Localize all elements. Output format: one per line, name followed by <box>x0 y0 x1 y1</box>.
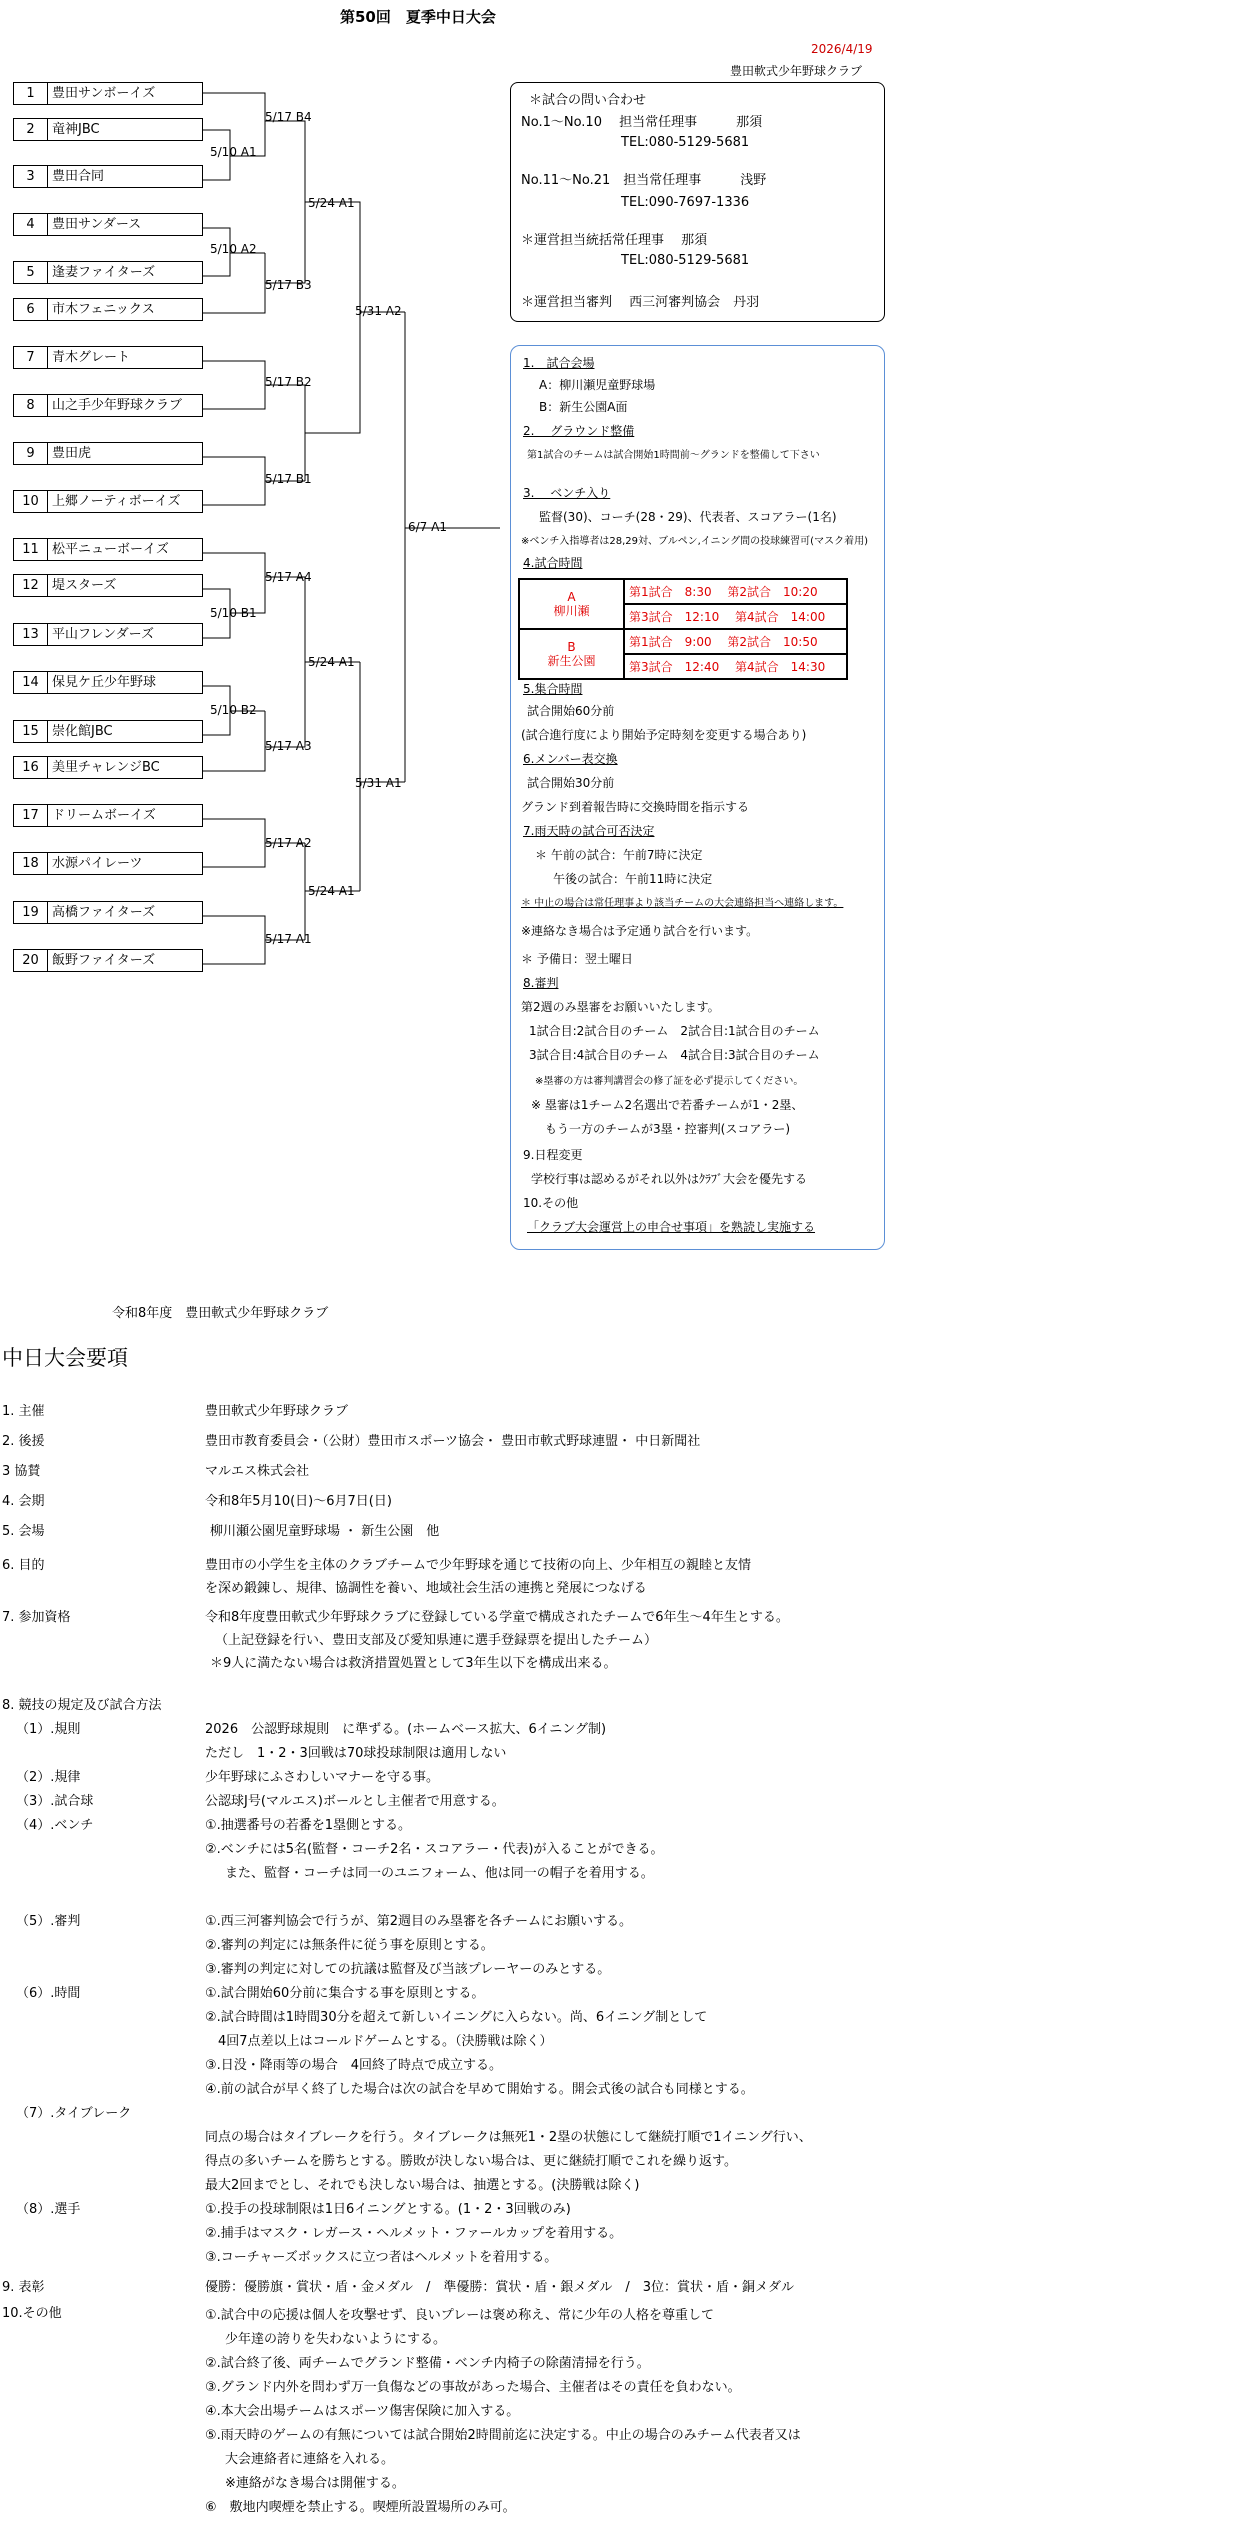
item-value: 少年達の誇りを失わないようにする。 <box>225 2332 447 2347</box>
bracket-line <box>203 93 265 121</box>
item-value: ①.試合中の応援は個人を攻撃せず、良いプレーは褒め称え、常に少年の人格を尊重して <box>205 2308 715 2323</box>
item-value: 豊田市教育委員会・（公財）豊田市スポーツ協会・ 豊田市軟式野球連盟・ 中日新聞社 <box>205 1434 701 1449</box>
rule-heading: 5.集合時間 <box>523 682 583 696</box>
sub-value: ②.ベンチには5名(監督・コーチ2名・スコアラー・代表)が入ることができる。 <box>205 1842 664 1857</box>
rule-text: 午後の試合：午前11時に決定 <box>553 872 713 886</box>
team-number: 8 <box>14 395 48 416</box>
team-number: 17 <box>14 805 48 826</box>
sub-value: ④.前の試合が早く終了した場合は次の試合を早めて開始する。開会式後の試合も同様とする。 <box>205 2082 754 2097</box>
rule-text: 第2週のみ塁審をお願いいたします。 <box>521 1000 720 1014</box>
sub-value: ②.捕手はマスク・レガース・ヘルメット・ファールカップを着用する。 <box>205 2226 623 2241</box>
item-value: 優勝：優勝旗・賞状・盾・金メダル / 準優勝：賞状・盾・銀メダル / 3位：賞状・盾・銅メダル <box>205 2280 795 2295</box>
bracket-line <box>305 312 360 433</box>
bracket-line <box>203 385 265 409</box>
match-label: 5/10 A1 <box>210 145 257 159</box>
item-key: 4. 会期 <box>2 1494 45 1509</box>
schedule-row: 第1試合 9:00 第2試合 10:50 <box>624 629 847 654</box>
schedule-row: 第3試合 12:10 第4試合 14:00 <box>624 604 847 629</box>
rule-text: ＊ 予備日：翌土曜日 <box>521 952 633 966</box>
sub-value: 最大2回までとし、それでも決しない場合は、抽選とする。(決勝戦は除く) <box>205 2178 640 2193</box>
sub-key: （1）.規則 <box>16 1722 81 1737</box>
match-label: 5/24 A1 <box>308 655 355 669</box>
match-label: 5/10 B2 <box>210 703 257 717</box>
rule-text: ＊ 中止の場合は常任理事より該当チームの大会連絡担当へ連絡します。 <box>521 898 844 909</box>
rule-text: ＊ 午前の試合：午前7時に決定 <box>535 848 703 862</box>
match-label: 5/10 A2 <box>210 242 257 256</box>
sub-key: （7）.タイブレーク <box>16 2106 132 2121</box>
rule-text: ※ベンチ入指導者は28,29対、ブルペン,イニング間の投球練習可(マスク着用) <box>521 536 868 547</box>
item-value: ⑥ 敷地内喫煙を禁止する。喫煙所設置場所のみ可。 <box>205 2500 516 2515</box>
team-number: 2 <box>14 119 48 140</box>
item-value: ⑤.雨天時のゲームの有無については試合開始2時間前迄に決定する。中止の場合のみチーム代表者又は <box>205 2428 801 2443</box>
item-value: を深め鍛錬し、規律、協調性を養い、地域社会生活の連携と発展につなげる <box>205 1581 647 1596</box>
team-name: 美里チャレンジBC <box>52 760 160 775</box>
item-value: ※連絡がなき場合は開催する。 <box>225 2476 405 2491</box>
team-number: 18 <box>14 853 48 874</box>
item-value: ＊9人に満たない場合は救済措置処置として3年生以下を構成出来る。 <box>210 1656 617 1671</box>
sub-value: ①.試合開始60分前に集合する事を原則とする。 <box>205 1986 485 2001</box>
team-name: 山之手少年野球クラブ <box>52 398 183 413</box>
match-label: 5/17 A3 <box>265 739 312 753</box>
bracket-line <box>265 577 360 662</box>
sub-key: （2）.規律 <box>16 1770 81 1785</box>
team-name: 保見ケ丘少年野球 <box>52 675 157 690</box>
venue-b: B 新生公園 <box>519 629 624 679</box>
sub-key: （3）.試合球 <box>16 1794 94 1809</box>
item-key: 6. 目的 <box>2 1558 45 1573</box>
match-label: 5/17 A2 <box>265 836 312 850</box>
rule-heading: 6.メンバー表交換 <box>523 752 618 766</box>
inquiry-contact: ＊運営担当統括常任理事 那須 <box>521 233 708 248</box>
sub-value: ①.西三河審判協会で行うが、第2週目のみ塁審を各チームにお願いする。 <box>205 1914 633 1929</box>
sub-key: （6）.時間 <box>16 1986 81 2001</box>
rule-text: 監督(30)、コーチ(28・29)、代表者、スコアラー(1名) <box>539 510 837 524</box>
item-key: 7. 参加資格 <box>2 1610 71 1625</box>
team-name: 豊田サンボーイズ <box>52 86 156 101</box>
date: 2026/4/19 <box>811 42 873 56</box>
inquiry-tel: TEL:080-5129-5681 <box>621 135 750 150</box>
match-label: 5/31 A2 <box>355 304 402 318</box>
rule-heading: 10.その他 <box>523 1196 579 1210</box>
sub-value: ①.抽選番号の若番を1塁側とする。 <box>205 1818 412 1833</box>
team-number: 9 <box>14 443 48 464</box>
item-key: 10.その他 <box>2 2306 62 2321</box>
inquiry-referee: ＊運営担当審判 西三河審判協会 丹羽 <box>521 295 760 310</box>
team-name: 豊田虎 <box>52 446 92 461</box>
rule-heading: 8.審判 <box>523 976 559 990</box>
schedule-table <box>518 578 848 680</box>
sub-value: ③.日没・降雨等の場合 4回終了時点で成立する。 <box>205 2058 503 2073</box>
rule-text: ※連絡なき場合は予定通り試合を行います。 <box>521 924 759 938</box>
item-key: 8. 競技の規定及び試合方法 <box>2 1698 162 1713</box>
sub-value: ③.コーチャーズボックスに立つ者はヘルメットを着用する。 <box>205 2250 558 2265</box>
item-key: 5. 会場 <box>2 1524 45 1539</box>
team-name: 青木グレート <box>52 350 131 365</box>
match-label: 6/7 A1 <box>408 520 447 534</box>
sub-value: 得点の多いチームを勝ちとする。勝敗が決しない場合は、更に継続打順でこれを繰り返す。 <box>205 2154 737 2169</box>
team-name: 松平ニューボーイズ <box>52 542 169 557</box>
team-name: 水源パイレーツ <box>52 856 143 871</box>
team-name: ドリームボーイズ <box>52 808 156 823</box>
match-label: 5/17 B4 <box>265 110 312 124</box>
rule-text: ※ 塁審は1チーム2名選出で若番チームが1・2塁、 <box>531 1098 804 1112</box>
rule-text: 3試合目:4試合目のチーム 4試合目:3試合目のチーム <box>529 1048 820 1062</box>
sub-value: 公認球J号(マルエス)ボールとし主催者で用意する。 <box>205 1794 505 1809</box>
bracket-line <box>405 312 500 528</box>
team-name: 竜神JBC <box>52 122 100 137</box>
item-value: 令和8年5月10(日)～6月7日(日) <box>205 1494 392 1509</box>
inquiry-tel: TEL:090-7697-1336 <box>621 195 750 210</box>
rule-text: 「クラブ大会運営上の申合せ事項」を熟読し実施する <box>527 1220 816 1234</box>
team-number: 15 <box>14 721 48 742</box>
rule-text: (試合進行度により開始予定時刻を変更する場合あり) <box>521 728 807 742</box>
rule-heading: 3. ベンチ入り <box>523 486 611 500</box>
team-name: 上郷ノーティボーイズ <box>52 494 181 509</box>
team-number: 4 <box>14 214 48 235</box>
item-value: ④.本大会出場チームはスポーツ傷害保険に加入する。 <box>205 2404 520 2419</box>
team-number: 3 <box>14 166 48 187</box>
inquiry-heading: ＊試合の問い合わせ <box>529 93 647 108</box>
team-number: 7 <box>14 347 48 368</box>
match-label: 5/17 A4 <box>265 570 312 584</box>
item-key: 2. 後援 <box>2 1434 45 1449</box>
bracket-line <box>265 202 305 283</box>
rule-text: 試合開始30分前 <box>527 776 615 790</box>
bracket-line <box>203 481 265 505</box>
sub-value: ②.審判の判定には無条件に従う事を原則とする。 <box>205 1938 494 1953</box>
match-label: 5/17 B3 <box>265 278 312 292</box>
match-label: 5/17 A1 <box>265 932 312 946</box>
item-key: 3 協賛 <box>2 1464 41 1479</box>
team-number: 6 <box>14 299 48 320</box>
inquiry-contact: No.1～No.10 担当常任理事 那須 <box>521 115 763 130</box>
team-number: 12 <box>14 575 48 596</box>
rule-heading: 4.試合時間 <box>523 556 583 570</box>
team-number: 16 <box>14 757 48 778</box>
item-value: （上記登録を行い、豊田支部及び愛知県連に選手登録票を提出したチーム） <box>215 1633 658 1648</box>
bracket-line <box>265 662 305 747</box>
team-number: 5 <box>14 262 48 283</box>
sub-value: 2026 公認野球規則 に準ずる。(ホームベース拡大、6イニング制) <box>205 1722 607 1737</box>
bracket-line <box>203 253 230 276</box>
rule-heading: 2. グラウンド整備 <box>523 424 635 438</box>
match-label: 5/31 A1 <box>355 776 402 790</box>
venue-a: A 柳川瀬 <box>519 579 624 629</box>
year-line: 令和8年度 豊田軟式少年野球クラブ <box>112 1306 329 1321</box>
team-name: 堤スターズ <box>52 578 117 593</box>
match-label: 5/17 B2 <box>265 375 312 389</box>
bracket-line <box>203 940 265 964</box>
team-number: 1 <box>14 83 48 104</box>
item-value: 令和8年度豊田軟式少年野球クラブに登録している学童で構成されたチームで6年生～4年生とする。 <box>205 1610 789 1625</box>
sub-value: ③.審判の判定に対しての抗議は監督及び当該プレーヤーのみとする。 <box>205 1962 611 1977</box>
item-value: 豊田軟式少年野球クラブ <box>205 1404 349 1419</box>
inquiry-tel: TEL:080-5129-5681 <box>621 253 750 268</box>
item-value: マルエス株式会社 <box>205 1464 310 1479</box>
team-number: 13 <box>14 624 48 645</box>
organizer: 豊田軟式少年野球クラブ <box>730 64 863 78</box>
team-name: 平山フレンダーズ <box>52 627 154 642</box>
page-title: 第50回 夏季中日大会 <box>340 8 496 26</box>
tournament-bracket <box>0 0 520 1000</box>
rule-text: B：新生公園A面 <box>539 400 628 414</box>
team-number: 10 <box>14 491 48 512</box>
rule-text: A：柳川瀬児童野球場 <box>539 378 656 392</box>
match-label: 5/17 B1 <box>265 472 312 486</box>
sub-key: （8）.選手 <box>16 2202 81 2217</box>
inquiry-contact: No.11～No.21 担当常任理事 浅野 <box>521 173 767 188</box>
team-number: 11 <box>14 539 48 560</box>
sub-value: 同点の場合はタイブレークを行う。タイブレークは無死1・2塁の状態にして継続打順で1イニング行い、 <box>205 2130 812 2145</box>
bracket-line <box>265 121 360 202</box>
rule-heading: 9.日程変更 <box>523 1148 583 1162</box>
match-label: 5/10 B1 <box>210 606 257 620</box>
bracket-line <box>305 202 405 312</box>
item-value: 柳川瀬公園児童野球場 ・ 新生公園 他 <box>210 1524 440 1539</box>
rule-text: 学校行事は認めるがそれ以外はｸﾗﾌﾞ大会を優先する <box>531 1172 808 1186</box>
bracket-line <box>203 711 265 771</box>
rule-heading: 1. 試合会場 <box>523 356 595 370</box>
team-name: 豊田合同 <box>52 169 105 184</box>
sub-value: ②.試合時間は1時間30分を超えて新しいイニングに入らない。尚、6イニング制として <box>205 2010 708 2025</box>
rule-text: 1試合目:2試合目のチーム 2試合目:1試合目のチーム <box>529 1024 820 1038</box>
team-number: 14 <box>14 672 48 693</box>
sub-value: 4回7点差以上はコールドゲームとする。（決勝戦は除く） <box>218 2034 553 2049</box>
team-name: 市木フェニックス <box>52 302 155 317</box>
team-name: 豊田サンダース <box>52 217 142 232</box>
sub-value: 少年野球にふさわしいマナーを守る事。 <box>205 1770 440 1785</box>
team-name: 崇化館JBC <box>52 724 113 739</box>
sub-value: また、監督・コーチは同一のユニフォーム、他は同一の帽子を着用する。 <box>225 1866 654 1881</box>
rule-heading: 7.雨天時の試合可否決定 <box>523 824 655 838</box>
team-name: 逢妻ファイターズ <box>52 265 156 280</box>
bracket-line <box>203 553 265 577</box>
bracket-line <box>203 843 265 867</box>
team-number: 19 <box>14 902 48 923</box>
team-name: 高橋ファイターズ <box>52 905 156 920</box>
doc-heading: 中日大会要項 <box>2 1346 128 1370</box>
inquiry-box <box>510 82 885 322</box>
sub-value: ①.投手の投球制限は1日6イニングとする。(1・2・3回戦のみ) <box>205 2202 571 2217</box>
item-value: 大会連絡者に連絡を入れる。 <box>225 2452 395 2467</box>
rule-text: もう一方のチームが3塁・控審判(スコアラー) <box>545 1122 790 1136</box>
bracket-line <box>360 662 405 782</box>
schedule-row: 第3試合 12:40 第4試合 14:30 <box>624 654 847 679</box>
match-label: 5/24 A1 <box>308 884 355 898</box>
item-key: 9. 表彰 <box>2 2280 45 2295</box>
match-label: 5/24 A1 <box>308 196 355 210</box>
team-number: 20 <box>14 950 48 971</box>
item-value: ②.試合終了後、両チームでグランド整備・ベンチ内椅子の除菌清掃を行う。 <box>205 2356 650 2371</box>
item-value: ③.グランド内外を問わず万一負傷などの事故があった場合、主催者はその責任を負わない。 <box>205 2380 741 2395</box>
bracket-line <box>203 253 265 313</box>
rule-text: グランド到着報告時に交換時間を指示する <box>521 800 750 814</box>
rule-text: ※塁審の方は審判講習会の修了証を必ず提示してください。 <box>535 1076 804 1087</box>
item-key: 1. 主催 <box>2 1404 45 1419</box>
schedule-row: 第1試合 8:30 第2試合 10:20 <box>624 579 847 604</box>
rule-text: 試合開始60分前 <box>527 704 615 718</box>
sub-key: （4）.ベンチ <box>16 1818 94 1833</box>
item-value: 豊田市の小学生を主体のクラブチームで少年野球を通じて技術の向上、少年相互の親睦と友情 <box>205 1558 752 1573</box>
sub-value: ただし 1・2・3回戦は70球投球制限は適用しない <box>205 1746 507 1761</box>
rules-box <box>510 345 885 1250</box>
sub-key: （5）.審判 <box>16 1914 81 1929</box>
rule-text: 第1試合のチームは試合開始1時間前～グランドを整備して下さい <box>527 450 820 461</box>
team-name: 飯野ファイターズ <box>52 953 156 968</box>
